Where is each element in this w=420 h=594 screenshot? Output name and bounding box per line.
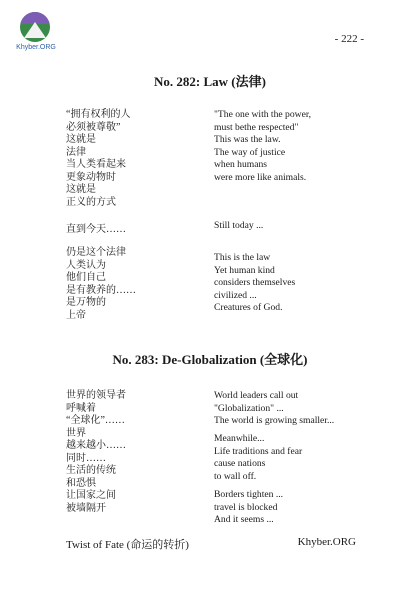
- poem-line: considers themselves: [214, 277, 296, 288]
- poem-line: 呼喊着: [66, 402, 96, 414]
- logo-text: Khyber.ORG: [16, 44, 56, 51]
- poem-283-english-stanza-3: [214, 489, 283, 527]
- poem-line: 法律: [66, 146, 86, 158]
- poem-line: “全球化”……: [66, 415, 125, 426]
- mountain-logo-icon: [20, 12, 50, 42]
- poem-line: Yet human kind: [214, 264, 275, 276]
- poem-line: Meanwhile...: [214, 433, 265, 444]
- poem-title-283: No. 283: De-Globalization (全球化): [112, 352, 308, 367]
- poem-283-english-stanza-1: [214, 390, 334, 428]
- poem-line: 更象动物时: [66, 171, 116, 183]
- footer-book-title: Twist of Fate (命运的转折): [66, 539, 189, 551]
- poem-line: when humans: [214, 159, 268, 170]
- poem-282-chinese-stanza-1: [66, 109, 130, 209]
- poem-line: were more like animals.: [214, 171, 307, 183]
- poem-line: Still today ...: [214, 220, 264, 231]
- poem-line: to wall off.: [214, 470, 257, 482]
- poem-line: 这就是: [66, 184, 96, 195]
- poem-line: cause nations: [214, 458, 266, 469]
- poem-line: 同时……: [66, 452, 106, 464]
- poem-line: Life traditions and fear: [214, 445, 303, 457]
- poem-line: 仍是这个法律: [66, 247, 126, 258]
- poem-282-chinese-stanza-3: [66, 247, 136, 322]
- poem-line: travel is blocked: [214, 501, 278, 513]
- poem-line: 这就是: [66, 134, 96, 145]
- poem-line: Borders tighten ...: [214, 489, 284, 500]
- poem-282-english-stanza-3: [214, 252, 295, 315]
- poem-line: 人类认为: [66, 259, 106, 271]
- poem-line: 生活的传统: [66, 465, 116, 476]
- poem-line: The way of justice: [214, 146, 286, 158]
- poem-line: This is the law: [214, 252, 271, 263]
- poem-line: Creatures of God.: [214, 302, 283, 313]
- poem-line: This was the law.: [214, 134, 281, 145]
- poem-line: And it seems ...: [214, 514, 274, 525]
- footer-site: Khyber.ORG: [297, 536, 356, 548]
- poem-283-english-stanza-2: [214, 433, 302, 483]
- poem-283-chinese: [66, 390, 126, 515]
- poem-line: 和恐惧: [66, 477, 96, 489]
- poem-line: 被墙隔开: [66, 502, 106, 514]
- poem-282-chinese-stanza-2: [66, 224, 126, 237]
- poem-line: 必须被尊敬”: [66, 121, 121, 133]
- poem-title-282: No. 282: Law (法律): [154, 74, 266, 89]
- khyber-logo: [12, 12, 60, 54]
- poem-line: The world is growing smaller...: [214, 415, 335, 426]
- page-number: - 222 -: [334, 33, 364, 45]
- poem-line: "Globalization" ...: [214, 402, 284, 414]
- poem-line: 上帝: [66, 309, 86, 321]
- poem-line: 让国家之间: [66, 490, 116, 501]
- poem-line: 越来越小……: [66, 440, 126, 451]
- poem-line: 正义的方式: [66, 196, 116, 208]
- poem-line: 直到今天……: [66, 224, 126, 235]
- poem-line: 他们自己: [66, 272, 106, 283]
- poem-line: must bethe respected": [214, 121, 299, 133]
- poem-line: World leaders call out: [214, 390, 299, 401]
- poem-line: "The one with the power,: [214, 109, 312, 120]
- poem-line: 是万物的: [66, 297, 106, 308]
- poem-line: “拥有权利的人: [66, 109, 131, 120]
- poem-line: 世界: [66, 427, 86, 439]
- poem-line: 当人类看起来: [66, 159, 126, 170]
- poem-282-english-stanza-2: [214, 220, 263, 233]
- poem-line: civilized ...: [214, 289, 257, 301]
- poem-282-english-stanza-1: [214, 109, 311, 184]
- poem-line: 是有教养的……: [66, 284, 136, 296]
- poem-line: 世界的领导者: [66, 390, 126, 401]
